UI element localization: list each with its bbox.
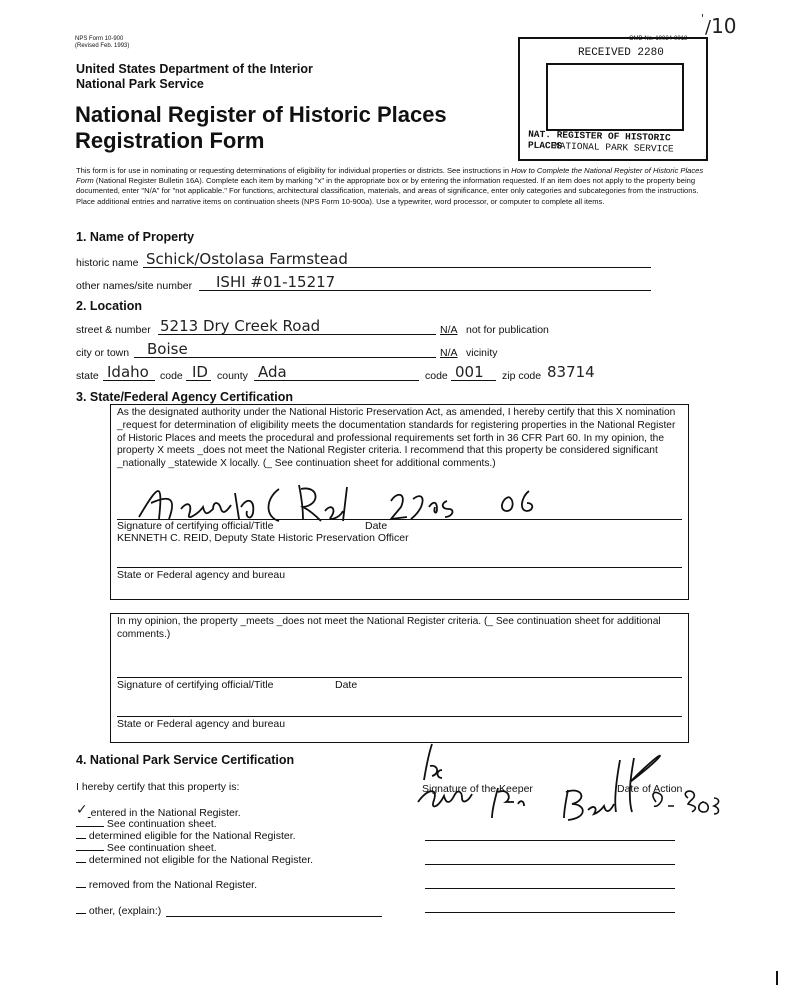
- other-label: other, (explain:): [88, 905, 162, 917]
- county-code-value[interactable]: 001: [455, 363, 484, 381]
- keeper-line-2: [425, 864, 675, 865]
- opinion-bureau-line: [117, 716, 682, 717]
- date-label: Date: [365, 520, 388, 532]
- historic-name-value[interactable]: Schick/Ostolasa Farmstead: [146, 250, 348, 268]
- stamp-received: RECEIVED 2280: [578, 47, 664, 59]
- section3-heading: 3. State/Federal Agency Certification: [76, 390, 293, 404]
- see-continuation-1[interactable]: [76, 818, 217, 831]
- city-label: city or town: [76, 347, 130, 359]
- see-continuation-1-label: See continuation sheet.: [106, 818, 217, 830]
- service: National Park Service: [76, 77, 204, 91]
- entered-checkmark: ✓: [76, 802, 88, 818]
- certify-statement: I hereby certify that this property is:: [76, 781, 240, 793]
- section2-heading: 2. Location: [76, 299, 142, 313]
- vicinity-value[interactable]: N/A: [440, 347, 458, 359]
- keeper-line-4: [425, 912, 675, 913]
- instructions: [76, 166, 716, 207]
- opinion-date-label: Date: [335, 679, 358, 691]
- zip-label: zip code: [502, 370, 542, 382]
- street-value[interactable]: 5213 Dry Creek Road: [160, 317, 321, 335]
- historic-name-line: [143, 267, 651, 268]
- city-value[interactable]: Boise: [147, 340, 188, 358]
- opinion-signature-line: [117, 677, 682, 678]
- opinion-signature-label: Signature of certifying official/Title: [117, 679, 274, 691]
- received-stamp: [518, 37, 708, 161]
- opinion-box: [110, 613, 689, 743]
- scan-mark: [776, 971, 778, 985]
- instructions-italic: How to Complete the National Register of Historic Places Form: [76, 166, 704, 186]
- omb-number: OMB No. 10024-0018: [629, 36, 688, 42]
- determined-eligible-label: determined eligible for the National Register.: [88, 830, 296, 842]
- keeper-line-1: [425, 840, 675, 841]
- street-label: street & number: [76, 324, 151, 336]
- bureau-line: [117, 567, 682, 568]
- signature-label: Signature of certifying official/Title: [117, 520, 274, 532]
- street-line: [158, 334, 436, 335]
- state-code-label: code: [160, 370, 183, 382]
- determined-eligible-option[interactable]: [76, 830, 296, 843]
- removed-label: removed from the National Register.: [88, 879, 257, 891]
- not-publication-label: not for publication: [466, 324, 549, 336]
- county-code-label: code: [425, 370, 448, 382]
- state-value[interactable]: Idaho: [107, 363, 149, 381]
- form-number: NPS Form 10-900: [75, 36, 124, 42]
- stamp-inner-box: [546, 63, 684, 131]
- state-code-line: [186, 380, 211, 381]
- stamp-register-line2: NATIONAL PARK SERVICE: [553, 140, 674, 155]
- section1-heading: 1. Name of Property: [76, 230, 195, 244]
- form-revised: (Revised Feb. 1993): [75, 43, 130, 49]
- page-annotation: ' /10: [701, 12, 737, 38]
- bureau-label: State or Federal agency and bureau: [117, 569, 286, 581]
- county-value[interactable]: Ada: [258, 363, 287, 381]
- section4-heading: 4. National Park Service Certification: [76, 753, 295, 767]
- opinion-bureau-label: State or Federal agency and bureau: [117, 718, 286, 730]
- historic-name-label: historic name: [76, 257, 139, 269]
- title-line1: National Register of Historic Places: [75, 102, 447, 127]
- stamp-register-line1: NAT. REGISTER OF HISTORIC PLACES: [527, 128, 671, 152]
- department: United States Department of the Interior: [76, 62, 313, 76]
- state-code-value[interactable]: ID: [192, 363, 208, 381]
- county-code-line: [451, 380, 496, 381]
- vicinity-label: vicinity: [466, 347, 498, 359]
- certification-text: As the designated authority under the National Historic Preservation Act, as amended, I hereby certify that this X nomination _request for determination of eligibility meets the documentation standards for registering properties in the National Register of Historic Places and meets the procedural and professional requirements set forth in 36 CFR Part 60. In my opinion, the property X meets _does not meet the National Register criteria. I recommend that this property be considered significant _nationally _statewide X locally. (_ See continuation sheet for additional comments.): [117, 407, 676, 470]
- other-names-value[interactable]: ISHI #01-15217: [216, 273, 336, 291]
- other-names-label: other names/site number: [76, 280, 193, 292]
- not-publication-value[interactable]: N/A: [440, 324, 458, 336]
- action-date-label: Date of Action: [617, 783, 683, 795]
- see-continuation-2-label: See continuation sheet.: [106, 842, 217, 854]
- removed-option[interactable]: [76, 879, 257, 892]
- county-label: county: [217, 370, 248, 382]
- zip-value[interactable]: 83714: [547, 363, 595, 381]
- official-name: KENNETH C. REID, Deputy State Historic Preservation Officer: [117, 532, 409, 544]
- determined-not-eligible-option[interactable]: [76, 854, 313, 867]
- opinion-text: In my opinion, the property _meets _does not meet the National Register criteria. (_ See continuation sheet for additional comments.): [117, 616, 661, 640]
- state-label: state: [76, 370, 99, 382]
- see-continuation-2[interactable]: [76, 842, 217, 855]
- keeper-line-3: [425, 888, 675, 889]
- other-names-line: [199, 290, 651, 291]
- determined-not-eligible-label: determined not eligible for the National Register.: [88, 854, 314, 866]
- county-line: [254, 380, 419, 381]
- keeper-label: Signature of the Keeper: [422, 783, 533, 795]
- entered-label: entered in the National Register.: [90, 807, 241, 819]
- other-explain-line: [166, 916, 382, 917]
- state-line: [103, 380, 155, 381]
- instructions-text-1: This form is for use in nominating or requesting determinations of eligibility for individual properties or districts. See instructions in: [76, 166, 512, 175]
- city-line: [134, 357, 436, 358]
- keeper-signature-ink: [398, 742, 728, 826]
- title-line2: Registration Form: [75, 128, 265, 153]
- state-certification-box: [110, 404, 689, 600]
- other-option[interactable]: [76, 905, 161, 918]
- instructions-text-2: (National Register Bulletin 16A). Complete each item by marking "x" in the appropriate box or by entering the information requested. If an item does not apply to the property being documented, enter "N/A" for "not applicable." For functions, architectural classification, materials, and areas of significance, enter only categories and subcategories from the instructions. Place additional entries and narrative items on continuation sheets (NPS Form 10-900a). Use a typewriter, word processor, or computer to complete all items.: [76, 176, 699, 206]
